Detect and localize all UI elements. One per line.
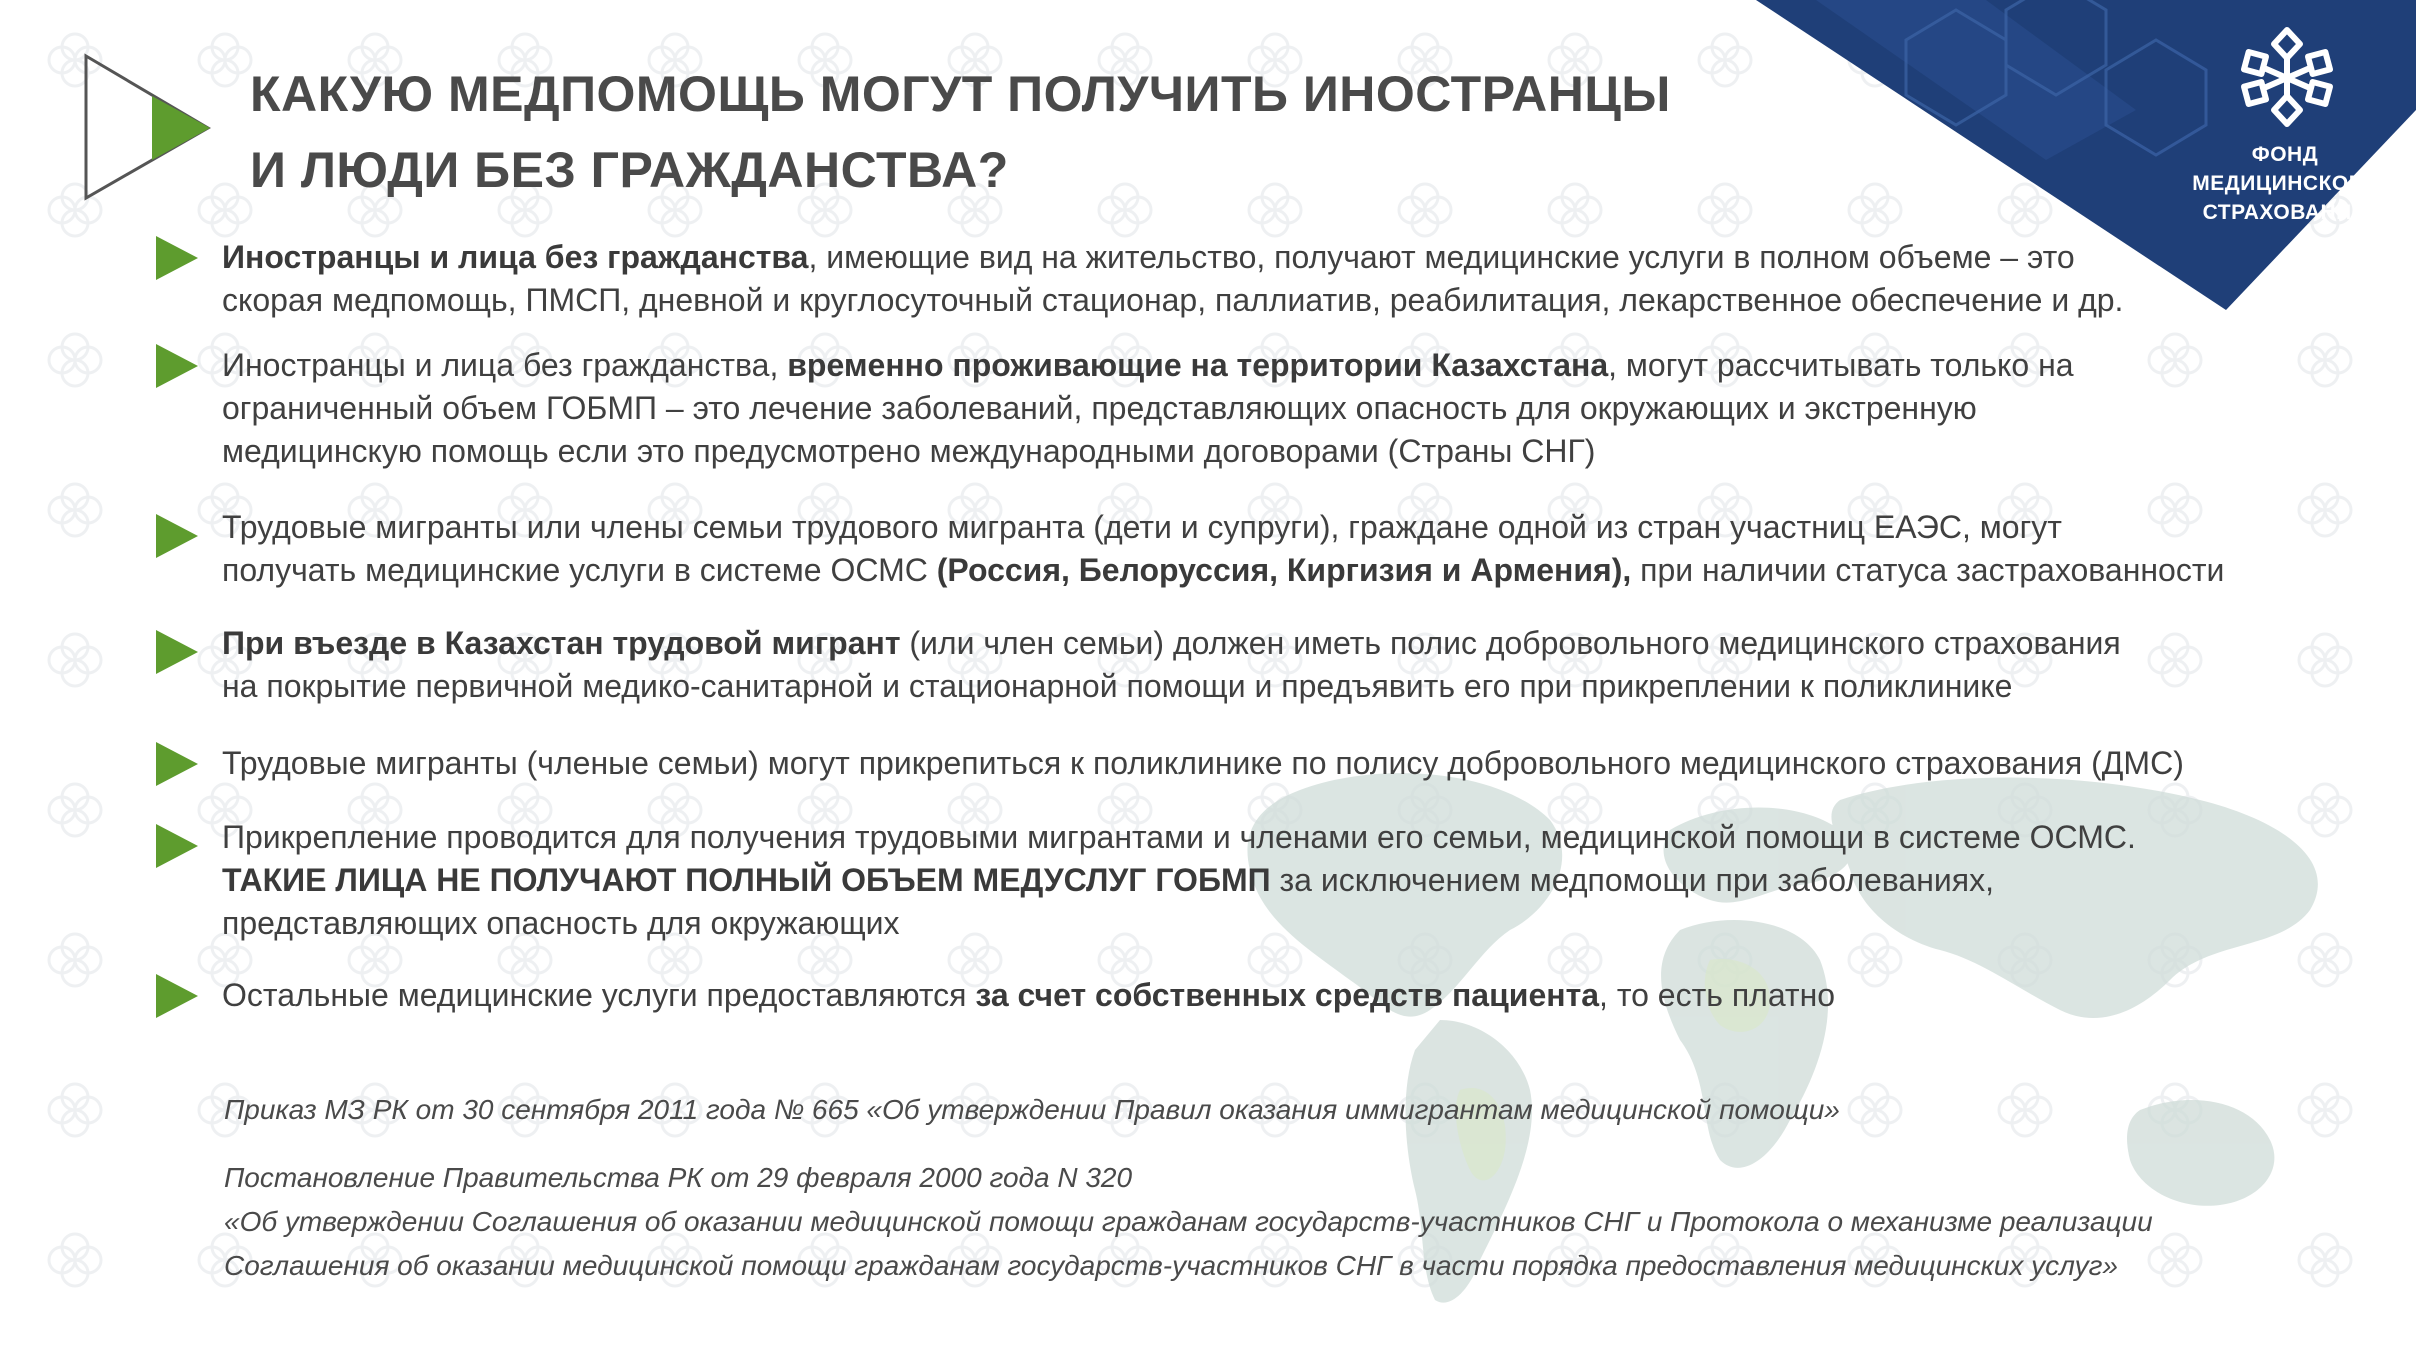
text-span: Трудовые мигранты (членые семьи) могут прикрепиться к поликлинике по полису добровольного медицинского страхования (ДМС)	[222, 745, 2184, 781]
text-span: скорая медпомощь, ПМСП, дневной и круглосуточный стационар, паллиатив, реабилитация, лекарственное обеспечение и др.	[222, 282, 2124, 318]
bold-text: временно проживающие на территории Казахстана	[787, 347, 1609, 383]
reference-2-title: Постановление Правительства РК от 29 февраля 2000 года N 320	[224, 1162, 1133, 1193]
logo-line-2: МЕДИЦИНСКОГО	[2192, 172, 2378, 195]
green-arrow-icon	[156, 514, 198, 558]
list-item-text	[222, 506, 2282, 592]
snowflake-logo-icon	[2232, 22, 2342, 132]
green-arrow-icon	[156, 236, 198, 280]
reference-1: Приказ МЗ РК от 30 сентября 2011 года № 665 «Об утверждении Правил оказания иммигрантам медицинской помощи»	[224, 1094, 1840, 1125]
references	[224, 1088, 2274, 1288]
text-span: Трудовые мигранты или члены семьи трудового мигранта (дети и супруги), граждане одной из стран участниц ЕАЭС, могут	[222, 509, 2062, 545]
bold-text: за счет собственных средств пациента	[975, 977, 1600, 1013]
text-span: Остальные медицинские услуги предоставляются	[222, 977, 976, 1013]
list-item-text	[222, 974, 2282, 1017]
text-span: при наличии статуса застрахованности	[1631, 552, 2225, 588]
text-span: за исключением медпомощи при заболеваниях,	[1270, 862, 1994, 898]
text-span: на покрытие первичной медико-санитарной и стационарной помощи и предъявить его при прикреплении к поликлинике	[222, 668, 2013, 704]
green-arrow-icon	[156, 824, 198, 868]
text-span: ограниченный объем ГОБМП – это лечение заболеваний, представляющих опасность для окружающих и экстренную	[222, 390, 1977, 426]
bold-text: ТАКИЕ ЛИЦА НЕ ПОЛУЧАЮТ ПОЛНЫЙ ОБЪЕМ МЕДУСЛУГ ГОБМП	[222, 862, 1271, 898]
text-span: , то есть платно	[1599, 977, 1836, 1013]
reference-2-line-1: «Об утверждении Соглашения об оказании медицинской помощи гражданам государств-участников СНГ и Протокола о механизме реализации	[224, 1206, 2153, 1237]
title-line-2: И ЛЮДИ БЕЗ ГРАЖДАНСТВА?	[250, 142, 1009, 198]
logo-line-3: СТРАХОВАНИЯ	[2202, 201, 2368, 224]
title-line-1: КАКУЮ МЕДПОМОЩЬ МОГУТ ПОЛУЧИТЬ ИНОСТРАНЦЫ	[250, 66, 1671, 122]
green-arrow-icon	[156, 742, 198, 786]
list-item-text	[222, 236, 2282, 322]
reference-2-line-2: Соглашения об оказании медицинской помощи гражданам государств-участников СНГ в части порядка предоставления медицинских услуг»	[224, 1250, 2119, 1281]
text-span: получать медицинские услуги в системе ОСМС	[222, 552, 937, 588]
text-span: , могут рассчитывать только на	[1608, 347, 2074, 383]
text-span: , имеющие вид на жительство, получают медицинские услуги в полном объеме – это	[808, 239, 2075, 275]
green-arrow-icon	[156, 344, 198, 388]
list-item-text	[222, 742, 2282, 785]
play-triangle-icon	[80, 52, 220, 202]
text-span: представляющих опасность для окружающих	[222, 905, 900, 941]
bold-text: (Россия, Белоруссия, Киргизия и Армения),	[936, 552, 1632, 588]
text-span: медицинскую помощь если это предусмотрено международными договорами (Страны СНГ)	[222, 433, 1596, 469]
logo-text	[2160, 140, 2410, 227]
text-span: (или член семьи) должен иметь полис добровольного медицинского страхования	[900, 625, 2121, 661]
text-span: Прикрепление проводится для получения трудовыми мигрантами и членами его семьи, медицинской помощи в системе ОСМС.	[222, 819, 2136, 855]
green-arrow-icon	[156, 974, 198, 1018]
bold-text: При въезде в Казахстан трудовой мигрант	[222, 625, 901, 661]
green-arrow-icon	[156, 630, 198, 674]
list-item-text	[222, 622, 2282, 708]
list-item-text	[222, 344, 2282, 473]
page-title	[250, 56, 1750, 208]
list-item-text	[222, 816, 2282, 945]
logo-line-1: ФОНД	[2251, 143, 2319, 166]
text-span: Иностранцы и лица без гражданства,	[222, 347, 788, 383]
bold-text: Иностранцы и лица без гражданства	[222, 239, 809, 275]
